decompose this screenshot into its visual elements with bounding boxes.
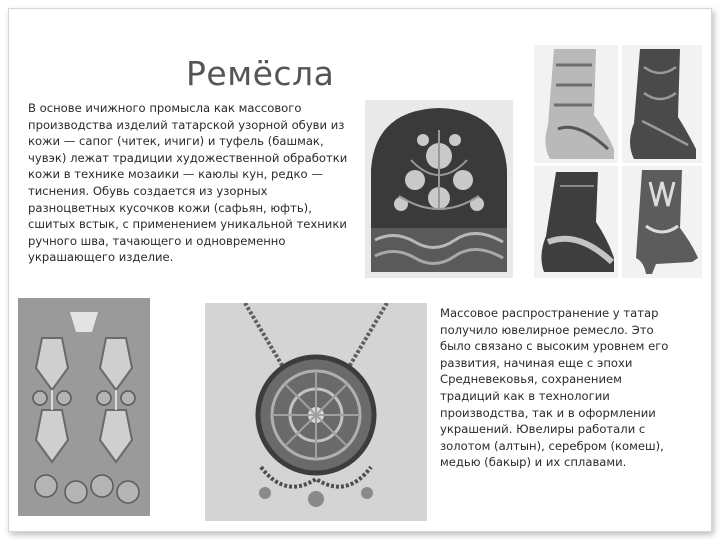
boot-photo-2 <box>622 45 702 163</box>
boot-photo-3 <box>534 166 618 278</box>
slide-title: Ремёсла <box>186 54 335 93</box>
coin-pendant-photo <box>18 298 150 516</box>
filigree-medallion-photo <box>205 303 427 521</box>
jewelry-craft-text: Массовое распространение у татар получило ювелирное ремесло. Это было связано с высоким уровнем его развития, начиная еще с эпохи Средневековья, сохранением традиций как в технологии производства, так и в оформлении украшений. Ювелиры работали с золотом (алтын), серебром (комеш), медью (бакыр) и их сплавами. <box>440 306 669 470</box>
skullcap-photo <box>365 100 513 278</box>
boot-photo-1 <box>534 45 618 163</box>
leather-craft-text: В основе ичижного промысла как массового производства изделий татарской узорной обуви из кожи — сапог (читек, ичиги) и туфель (башмак, чувэк) лежат традиции художественной обработки кожи в технике мозаики — каюлы кун, редко — тиснения. Обувь создается из узорных разноцветных кусочков кожи (сафьян, юфть), сшитых встык, с применением уникальной техники ручного шва, тачающего и одновременно украшающего изделие. <box>28 101 348 265</box>
boot-photo-4 <box>622 166 702 278</box>
